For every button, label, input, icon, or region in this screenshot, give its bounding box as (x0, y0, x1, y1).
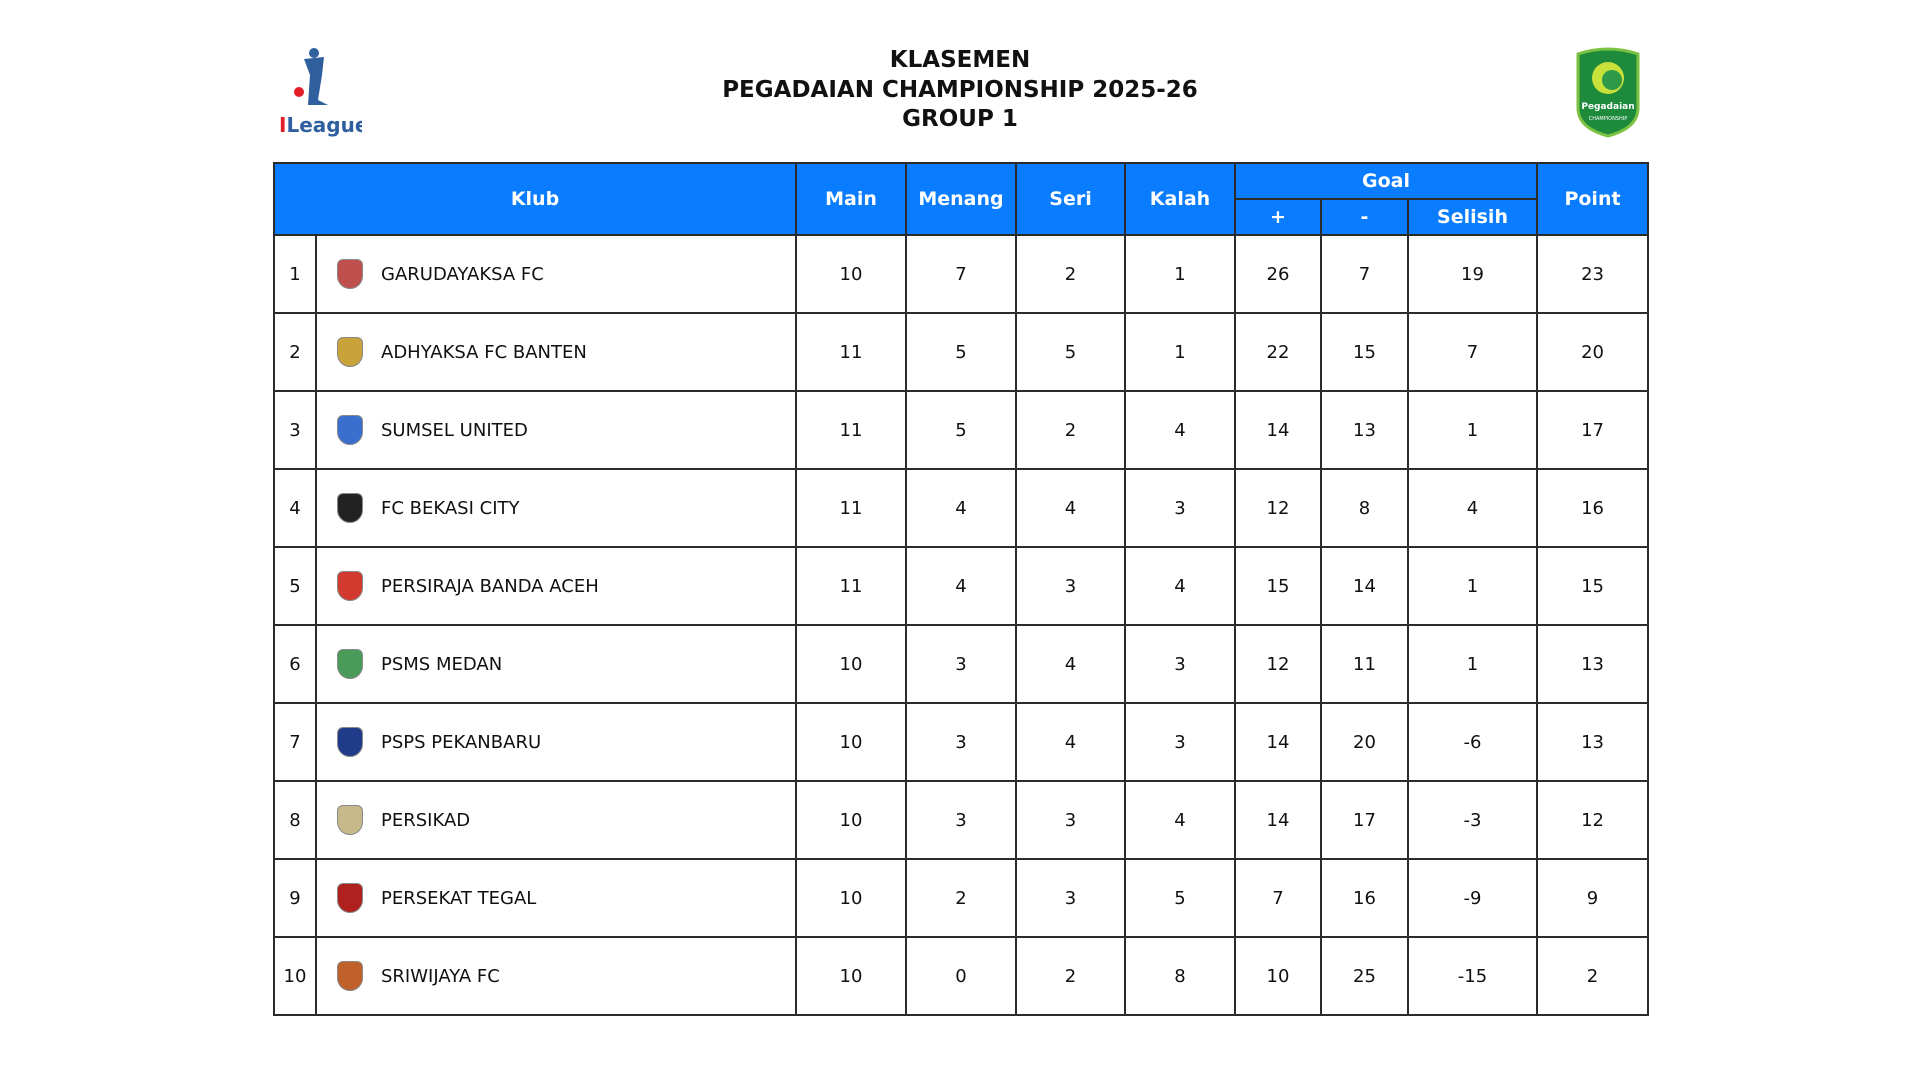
position-cell: 6 (274, 625, 316, 703)
table-row (274, 235, 1648, 313)
club-name: PERSIRAJA BANDA ACEH (381, 575, 599, 597)
position-cell: 7 (274, 703, 316, 781)
goal-for-cell: 7 (1235, 859, 1321, 937)
goal-against-cell: 20 (1321, 703, 1408, 781)
kalah-cell: 1 (1125, 313, 1235, 391)
kalah-cell: 1 (1125, 235, 1235, 313)
seri-cell: 3 (1016, 859, 1125, 937)
goal-for-cell: 10 (1235, 937, 1321, 1015)
svg-text:CHAMPIONSHIP: CHAMPIONSHIP (1588, 116, 1628, 122)
club-crest-icon (337, 337, 363, 367)
club-crest-icon (337, 571, 363, 601)
position-cell: 5 (274, 547, 316, 625)
club-cell (316, 547, 796, 625)
club-name: SUMSEL UNITED (381, 419, 528, 441)
header-point: Point (1537, 163, 1648, 235)
header-selisih: Selisih (1408, 199, 1537, 235)
club-name: GARUDAYAKSA FC (381, 263, 544, 285)
goal-against-cell: 15 (1321, 313, 1408, 391)
title-line-3: GROUP 1 (902, 106, 1018, 132)
club-crest-icon (337, 493, 363, 523)
selisih-cell: -3 (1408, 781, 1537, 859)
seri-cell: 5 (1016, 313, 1125, 391)
goal-for-cell: 12 (1235, 625, 1321, 703)
header-goal-for: + (1235, 199, 1321, 235)
main-cell: 10 (796, 859, 906, 937)
point-cell: 12 (1537, 781, 1648, 859)
svg-text:Pegadaian: Pegadaian (1581, 102, 1635, 112)
club-name: FC BEKASI CITY (381, 497, 520, 519)
kalah-cell: 3 (1125, 703, 1235, 781)
main-cell: 10 (796, 781, 906, 859)
seri-cell: 4 (1016, 469, 1125, 547)
point-cell: 9 (1537, 859, 1648, 937)
selisih-cell: 1 (1408, 391, 1537, 469)
point-cell: 16 (1537, 469, 1648, 547)
table-row (274, 859, 1648, 937)
selisih-cell: -9 (1408, 859, 1537, 937)
main-cell: 11 (796, 313, 906, 391)
menang-cell: 5 (906, 391, 1016, 469)
goal-for-cell: 26 (1235, 235, 1321, 313)
header-menang: Menang (906, 163, 1016, 235)
goal-against-cell: 14 (1321, 547, 1408, 625)
goal-for-cell: 14 (1235, 703, 1321, 781)
selisih-cell: 7 (1408, 313, 1537, 391)
kalah-cell: 4 (1125, 391, 1235, 469)
club-cell (316, 937, 796, 1015)
kalah-cell: 4 (1125, 547, 1235, 625)
table-row (274, 937, 1648, 1015)
goal-against-cell: 16 (1321, 859, 1408, 937)
club-cell (316, 703, 796, 781)
club-cell (316, 235, 796, 313)
club-crest-icon (337, 649, 363, 679)
point-cell: 2 (1537, 937, 1648, 1015)
seri-cell: 4 (1016, 703, 1125, 781)
menang-cell: 5 (906, 313, 1016, 391)
club-crest-icon (337, 259, 363, 289)
goal-for-cell: 14 (1235, 781, 1321, 859)
position-cell: 8 (274, 781, 316, 859)
position-cell: 4 (274, 469, 316, 547)
menang-cell: 3 (906, 625, 1016, 703)
goal-against-cell: 17 (1321, 781, 1408, 859)
kalah-cell: 5 (1125, 859, 1235, 937)
goal-against-cell: 25 (1321, 937, 1408, 1015)
header-goal-against: - (1321, 199, 1408, 235)
selisih-cell: 19 (1408, 235, 1537, 313)
header-kalah: Kalah (1125, 163, 1235, 235)
kalah-cell: 8 (1125, 937, 1235, 1015)
kalah-cell: 4 (1125, 781, 1235, 859)
table-row (274, 313, 1648, 391)
seri-cell: 3 (1016, 781, 1125, 859)
club-crest-icon (337, 883, 363, 913)
table-row (274, 391, 1648, 469)
selisih-cell: 1 (1408, 625, 1537, 703)
standings-body (274, 235, 1648, 1015)
standings-table (273, 162, 1649, 1016)
title-line-2: PEGADAIAN CHAMPIONSHIP 2025-26 (722, 76, 1198, 103)
table-row (274, 625, 1648, 703)
table-row (274, 469, 1648, 547)
header-seri: Seri (1016, 163, 1125, 235)
club-crest-icon (337, 961, 363, 991)
club-cell (316, 625, 796, 703)
main-cell: 10 (796, 937, 906, 1015)
menang-cell: 3 (906, 781, 1016, 859)
main-cell: 11 (796, 547, 906, 625)
table-row (274, 547, 1648, 625)
seri-cell: 2 (1016, 391, 1125, 469)
menang-cell: 2 (906, 859, 1016, 937)
club-name: PERSIKAD (381, 809, 471, 831)
goal-for-cell: 14 (1235, 391, 1321, 469)
goal-against-cell: 7 (1321, 235, 1408, 313)
club-crest-icon (337, 727, 363, 757)
goal-for-cell: 15 (1235, 547, 1321, 625)
club-name: PSMS MEDAN (381, 653, 503, 675)
point-cell: 15 (1537, 547, 1648, 625)
selisih-cell: -15 (1408, 937, 1537, 1015)
title-line-1: KLASEMEN (889, 47, 1031, 73)
goal-for-cell: 22 (1235, 313, 1321, 391)
club-cell (316, 859, 796, 937)
point-cell: 13 (1537, 625, 1648, 703)
main-cell: 10 (796, 625, 906, 703)
seri-cell: 4 (1016, 625, 1125, 703)
goal-for-cell: 12 (1235, 469, 1321, 547)
main-cell: 10 (796, 235, 906, 313)
club-name: SRIWIJAYA FC (381, 965, 500, 987)
selisih-cell: -6 (1408, 703, 1537, 781)
club-name: PERSEKAT TEGAL (381, 887, 537, 909)
selisih-cell: 4 (1408, 469, 1537, 547)
menang-cell: 7 (906, 235, 1016, 313)
table-row (274, 703, 1648, 781)
seri-cell: 2 (1016, 937, 1125, 1015)
main-cell: 11 (796, 391, 906, 469)
header-main: Main (796, 163, 906, 235)
header-klub: Klub (274, 163, 796, 235)
club-cell (316, 781, 796, 859)
club-cell (316, 469, 796, 547)
svg-text:ILeague: ILeague (279, 113, 362, 137)
goal-against-cell: 13 (1321, 391, 1408, 469)
club-cell (316, 391, 796, 469)
club-crest-icon (337, 415, 363, 445)
menang-cell: 0 (906, 937, 1016, 1015)
position-cell: 2 (274, 313, 316, 391)
pegadaian-championship-logo (1572, 46, 1644, 138)
main-cell: 11 (796, 469, 906, 547)
menang-cell: 4 (906, 547, 1016, 625)
point-cell: 23 (1537, 235, 1648, 313)
seri-cell: 2 (1016, 235, 1125, 313)
kalah-cell: 3 (1125, 469, 1235, 547)
position-cell: 3 (274, 391, 316, 469)
menang-cell: 4 (906, 469, 1016, 547)
menang-cell: 3 (906, 703, 1016, 781)
club-cell (316, 313, 796, 391)
point-cell: 20 (1537, 313, 1648, 391)
goal-against-cell: 11 (1321, 625, 1408, 703)
goal-against-cell: 8 (1321, 469, 1408, 547)
club-name: ADHYAKSA FC BANTEN (381, 341, 587, 363)
club-name: PSPS PEKANBARU (381, 731, 542, 753)
main-cell: 10 (796, 703, 906, 781)
position-cell: 1 (274, 235, 316, 313)
table-row (274, 781, 1648, 859)
kalah-cell: 3 (1125, 625, 1235, 703)
header-goal: Goal (1235, 163, 1537, 199)
position-cell: 9 (274, 859, 316, 937)
position-cell: 10 (274, 937, 316, 1015)
seri-cell: 3 (1016, 547, 1125, 625)
point-cell: 13 (1537, 703, 1648, 781)
selisih-cell: 1 (1408, 547, 1537, 625)
point-cell: 17 (1537, 391, 1648, 469)
club-crest-icon (337, 805, 363, 835)
